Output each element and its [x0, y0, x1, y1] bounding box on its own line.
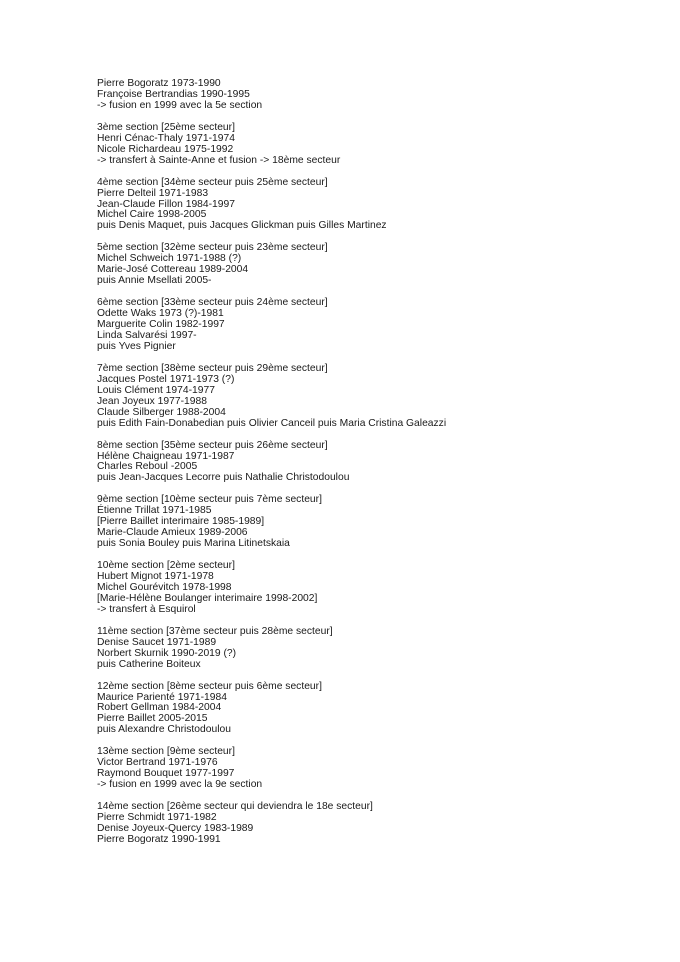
block-heading-line: 3ème section [25ème secteur]	[97, 121, 235, 133]
text-line: Norbert Skurnik 1990-2019 (?)	[97, 647, 237, 659]
section-block	[97, 298, 657, 353]
text-line: Hubert Mignot 1971-1978	[97, 571, 214, 583]
section-block	[97, 561, 657, 616]
text-line: Jean Joyeux 1977-1988	[97, 395, 207, 407]
text-line: Raymond Bouquet 1977-1997	[97, 768, 235, 780]
text-line: Odette Waks 1973 (?)-1981	[97, 308, 224, 320]
text-line: puis Edith Fain-Donabedian puis Olivier Canceil puis Maria Cristina Galeazzi	[97, 417, 447, 429]
section-block	[97, 79, 657, 112]
text-line: Hélène Chaigneau 1971-1987	[97, 450, 235, 462]
text-line: -> transfert à Sainte-Anne et fusion -> 18ème secteur	[97, 154, 341, 166]
text-line: Charles Reboul -2005	[97, 461, 198, 473]
section-block	[97, 682, 657, 737]
text-line: Marguerite Colin 1982-1997	[97, 319, 225, 331]
text-line: -> transfert à Esquirol	[97, 603, 196, 615]
text-line: Jacques Postel 1971-1973 (?)	[97, 373, 235, 385]
text-line: Pierre Delteil 1971-1983	[97, 187, 209, 199]
text-line: Victor Bertrand 1971-1976	[97, 757, 218, 769]
text-line: Pierre Baillet 2005-2015	[97, 713, 208, 725]
block-heading-line: 4ème section [34ème secteur puis 25ème secteur]	[97, 176, 328, 188]
text-line: puis Denis Maquet, puis Jacques Glickman puis Gilles Martinez	[97, 220, 387, 232]
text-line: Marie-José Cottereau 1989-2004	[97, 264, 249, 276]
block-heading-line: 13ème section [9ème secteur]	[97, 746, 235, 758]
section-block	[97, 747, 657, 791]
text-line: Pierre Bogoratz 1990-1991	[97, 833, 221, 845]
text-line: [Marie-Hélène Boulanger interimaire 1998-2002]	[97, 592, 318, 604]
block-heading-line: 6ème section [33ème secteur puis 24ème secteur]	[97, 297, 328, 309]
text-line: Louis Clément 1974-1977	[97, 384, 215, 396]
text-line: puis Alexandre Christodoulou	[97, 724, 231, 736]
document-page	[97, 79, 657, 857]
text-line: Claude Silberger 1988-2004	[97, 406, 226, 418]
text-line: Robert Gellman 1984-2004	[97, 702, 222, 714]
block-heading-line: 5ème section [32ème secteur puis 23ème secteur]	[97, 242, 328, 254]
text-line: Jean-Claude Fillon 1984-1997	[97, 198, 235, 210]
text-line: puis Annie Msellati 2005-	[97, 275, 212, 287]
text-line: -> fusion en 1999 avec la 9e section	[97, 779, 263, 791]
text-line: Michel Gourévitch 1978-1998	[97, 581, 232, 593]
text-line: Denise Saucet 1971-1989	[97, 636, 217, 648]
text-line: Pierre Schmidt 1971-1982	[97, 812, 217, 824]
block-heading-line: Pierre Bogoratz 1973-1990	[97, 78, 221, 89]
block-heading-line: 11ème section [37ème secteur puis 28ème secteur]	[97, 625, 333, 637]
text-line: Denise Joyeux-Quercy 1983-1989	[97, 823, 254, 834]
text-line: puis Sonia Bouley puis Marina Litinetskaia	[97, 538, 290, 550]
text-line: [Pierre Baillet interimaire 1985-1989]	[97, 516, 265, 528]
section-block	[97, 178, 657, 233]
text-line: Michel Schweich 1971-1988 (?)	[97, 253, 242, 265]
section-block	[97, 364, 657, 429]
block-heading-line: 12ème section [8ème secteur puis 6ème secteur]	[97, 680, 322, 692]
block-heading-line: 10ème section [2ème secteur]	[97, 560, 235, 572]
section-block	[97, 243, 657, 287]
block-heading-line: 14ème section [26ème secteur qui deviendra le 18e secteur]	[97, 801, 373, 813]
text-line: puis Catherine Boiteux	[97, 658, 201, 670]
block-heading-line: 9ème section [10ème secteur puis 7ème secteur]	[97, 494, 322, 506]
block-heading-line: 8ème section [35ème secteur puis 26ème secteur]	[97, 439, 328, 451]
section-block	[97, 627, 657, 671]
section-block	[97, 441, 657, 485]
text-line: Étienne Trillat 1971-1985	[97, 505, 212, 517]
text-line: Maurice Parienté 1971-1984	[97, 691, 227, 703]
text-line: puis Yves Pignier	[97, 340, 176, 352]
text-line: Michel Caire 1998-2005	[97, 209, 207, 221]
section-block	[97, 123, 657, 167]
text-line: Marie-Claude Amieux 1989-2006	[97, 527, 248, 539]
section-block	[97, 495, 657, 550]
text-line: Nicole Richardeau 1975-1992	[97, 143, 234, 155]
text-line: Henri Cénac-Thaly 1971-1974	[97, 132, 235, 144]
text-line: Françoise Bertrandias 1990-1995	[97, 88, 250, 100]
section-block	[97, 802, 657, 846]
text-line: -> fusion en 1999 avec la 5e section	[97, 99, 263, 111]
text-line: puis Jean-Jacques Lecorre puis Nathalie Christodoulou	[97, 472, 350, 484]
block-heading-line: 7ème section [38ème secteur puis 29ème secteur]	[97, 362, 328, 374]
text-line: Linda Salvarési 1997-	[97, 329, 197, 341]
